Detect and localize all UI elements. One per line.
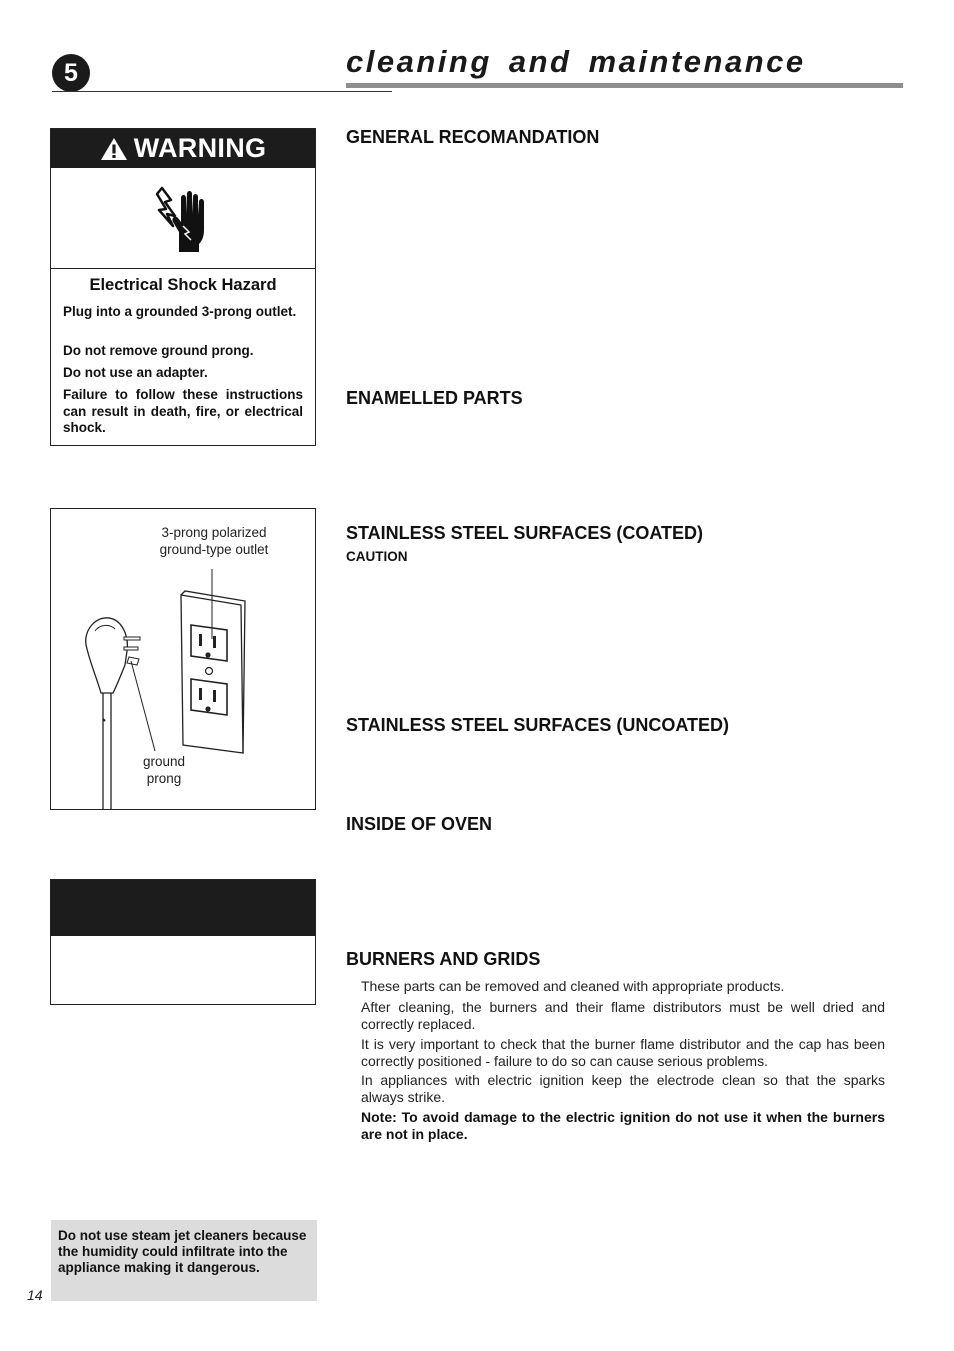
chapter-number-badge <box>52 54 90 92</box>
steam-cleaner-note-text: Do not use steam jet cleaners because the humidity could infiltrate into the appliance making it dangerous. <box>58 1228 307 1275</box>
outlet-diagram-box <box>50 508 316 810</box>
blank-caution-box-header <box>51 880 315 936</box>
page-number: 14 <box>27 1287 43 1303</box>
burners-paragraph: These parts can be removed and cleaned with appropriate products. <box>361 978 785 994</box>
chapter-number: 5 <box>64 58 78 87</box>
outlet-label-line: 3-prong polarized <box>161 525 267 540</box>
burners-paragraph: In appliances with electric ignition keep the electrode clean so that the sparks always strike. <box>361 1072 885 1105</box>
section-stainless-coated: STAINLESS STEEL SURFACES (COATED) <box>346 523 704 543</box>
section-enamelled-parts: ENAMELLED PARTS <box>346 388 523 408</box>
outlet-label-line: ground-type outlet <box>159 542 269 557</box>
warning-line: Failure to follow these instructions can result in death, fire, or electrical shock. <box>63 387 303 435</box>
shock-icon-panel <box>51 168 315 269</box>
outlet-plug-illustration <box>51 509 315 809</box>
header-rule-left <box>52 91 392 92</box>
electric-shock-hand-icon <box>153 182 213 254</box>
warning-banner <box>51 129 315 168</box>
blank-caution-box <box>50 879 316 1005</box>
header-rule-right <box>346 83 903 88</box>
section-general-recommendation: GENERAL RECOMANDATION <box>346 127 600 147</box>
warning-line: Plug into a grounded 3-prong outlet. <box>63 304 297 319</box>
section-stainless-uncoated: STAINLESS STEEL SURFACES (UNCOATED) <box>346 715 730 735</box>
warning-line: Do not use an adapter. <box>63 365 208 380</box>
caution-label: CAUTION <box>346 549 408 564</box>
warning-line: Do not remove ground prong. <box>63 343 254 358</box>
section-inside-oven: INSIDE OF OVEN <box>346 814 493 834</box>
steam-cleaner-note <box>51 1220 317 1301</box>
page-title: cleaning and maintenance <box>346 44 806 79</box>
burners-paragraph: It is very important to check that the burner flame distributor and the cap has been correctly positioned - failure to do so can cause serious problems. <box>361 1036 885 1069</box>
warning-banner-label: WARNING <box>133 133 267 163</box>
burners-paragraph: After cleaning, the burners and their flame distributors must be well dried and correctly replaced. <box>361 999 885 1032</box>
burners-ignition-note: Note: To avoid damage to the electric ignition do not use it when the burners are not in place. <box>361 1109 885 1142</box>
prong-label-line: ground <box>142 754 186 769</box>
hazard-title: Electrical Shock Hazard <box>89 276 277 294</box>
warning-triangle-icon <box>100 137 128 161</box>
section-burners-grids: BURNERS AND GRIDS <box>346 949 541 969</box>
prong-label-line: prong <box>146 771 182 786</box>
warning-box <box>50 128 316 446</box>
